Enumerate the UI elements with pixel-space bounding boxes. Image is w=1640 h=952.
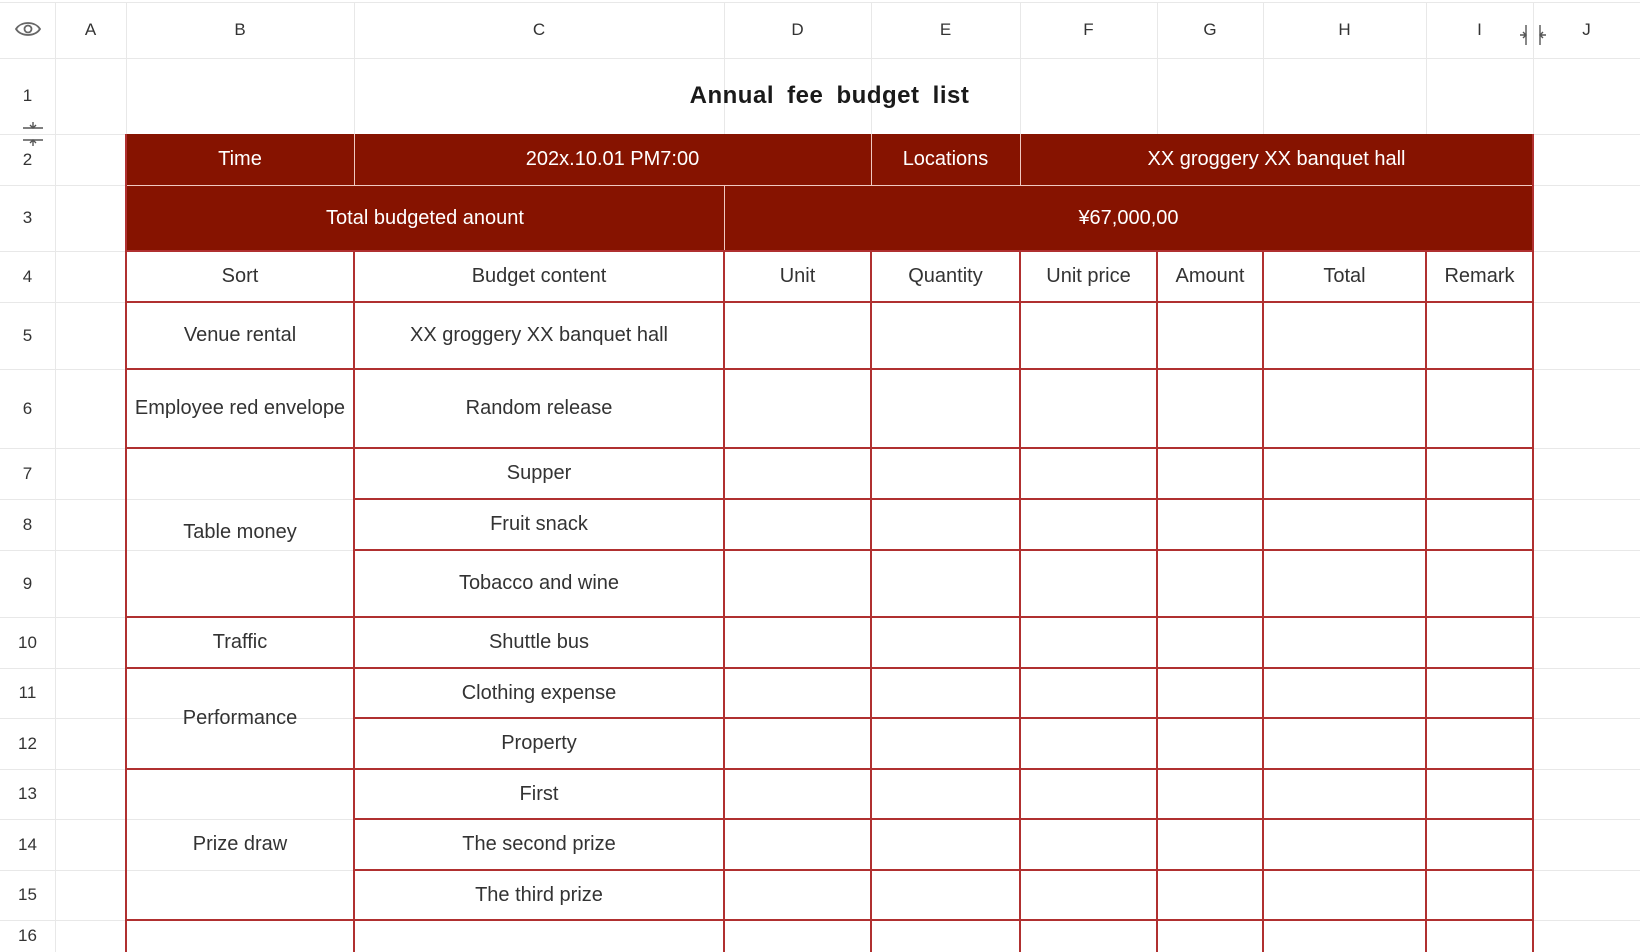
data-cell[interactable] bbox=[126, 920, 354, 952]
data-cell[interactable] bbox=[1020, 550, 1157, 617]
column-title[interactable]: Total bbox=[1323, 265, 1366, 287]
data-cell[interactable] bbox=[1426, 550, 1533, 617]
table-border bbox=[353, 498, 1534, 500]
row-header[interactable]: 15 bbox=[18, 885, 37, 904]
table-border bbox=[353, 818, 1534, 820]
data-cell[interactable] bbox=[871, 617, 1020, 668]
row-header[interactable]: 5 bbox=[22, 325, 33, 345]
data-cell[interactable] bbox=[1426, 769, 1533, 819]
data-cell[interactable] bbox=[1020, 302, 1157, 369]
data-cell[interactable] bbox=[1426, 369, 1533, 448]
data-cell[interactable] bbox=[1020, 617, 1157, 668]
data-cell[interactable] bbox=[1263, 920, 1426, 952]
column-header[interactable]: I bbox=[1477, 20, 1482, 39]
data-cell[interactable] bbox=[1020, 870, 1157, 920]
column-title[interactable]: Sort bbox=[221, 265, 259, 287]
row-header[interactable]: 2 bbox=[22, 149, 33, 169]
data-cell[interactable] bbox=[871, 769, 1020, 819]
data-cell[interactable] bbox=[1426, 668, 1533, 718]
data-cell[interactable] bbox=[871, 718, 1020, 769]
data-cell[interactable] bbox=[724, 870, 871, 920]
data-cell[interactable] bbox=[1157, 819, 1263, 870]
table-border bbox=[353, 869, 1534, 871]
budget-content-cell[interactable]: Supper bbox=[506, 462, 572, 484]
cell-divider bbox=[354, 134, 355, 185]
cell-divider bbox=[1020, 134, 1021, 185]
data-cell[interactable] bbox=[871, 920, 1020, 952]
table-border bbox=[1156, 251, 1158, 952]
column-header[interactable]: J bbox=[1582, 20, 1591, 39]
data-cell[interactable] bbox=[1157, 369, 1263, 448]
row-header[interactable]: 13 bbox=[18, 784, 37, 803]
budget-content-cell[interactable]: First bbox=[519, 782, 559, 805]
data-cell[interactable] bbox=[871, 302, 1020, 369]
data-cell[interactable] bbox=[724, 769, 871, 819]
data-cell[interactable] bbox=[1263, 668, 1426, 718]
data-cell[interactable] bbox=[1020, 668, 1157, 718]
row-header[interactable]: 8 bbox=[22, 514, 33, 534]
column-title[interactable]: Budget content bbox=[471, 265, 607, 287]
row-header[interactable]: 9 bbox=[22, 573, 33, 593]
time-label[interactable]: Time bbox=[126, 134, 354, 185]
data-cell[interactable] bbox=[724, 668, 871, 718]
data-cell[interactable] bbox=[1263, 819, 1426, 870]
data-cell[interactable] bbox=[1157, 870, 1263, 920]
cell-divider bbox=[871, 134, 872, 185]
data-cell[interactable] bbox=[1426, 499, 1533, 550]
data-cell[interactable] bbox=[1020, 920, 1157, 952]
column-header[interactable]: A bbox=[84, 20, 97, 39]
location-value[interactable]: XX groggery XX banquet hall bbox=[1020, 134, 1533, 185]
table-border bbox=[125, 301, 1534, 303]
budget-content-cell[interactable]: Clothing expense bbox=[461, 681, 617, 704]
data-cell[interactable] bbox=[724, 718, 871, 769]
column-header[interactable]: D bbox=[791, 20, 804, 39]
sheet-title[interactable]: Annual fee budget list bbox=[689, 82, 970, 109]
table-border bbox=[1019, 251, 1021, 952]
data-cell[interactable] bbox=[1020, 448, 1157, 499]
column-header[interactable]: B bbox=[234, 20, 246, 39]
sort-cell[interactable]: Table money bbox=[183, 521, 297, 543]
sort-cell[interactable]: Prize draw bbox=[192, 833, 288, 855]
data-cell[interactable] bbox=[1157, 550, 1263, 617]
data-cell[interactable] bbox=[1157, 448, 1263, 499]
data-cell[interactable] bbox=[1263, 617, 1426, 668]
row-header[interactable]: 3 bbox=[22, 208, 33, 227]
data-cell[interactable] bbox=[724, 819, 871, 870]
table-border bbox=[1262, 251, 1264, 952]
budget-content-cell[interactable]: Property bbox=[501, 732, 577, 754]
data-cell[interactable] bbox=[1263, 499, 1426, 550]
data-cell[interactable] bbox=[871, 819, 1020, 870]
data-cell[interactable] bbox=[724, 920, 871, 952]
data-cell[interactable] bbox=[1263, 550, 1426, 617]
data-cell[interactable] bbox=[871, 369, 1020, 448]
data-cell[interactable] bbox=[1157, 499, 1263, 550]
column-title[interactable]: Unit price bbox=[1046, 265, 1131, 287]
table-border bbox=[125, 919, 1534, 921]
table-border bbox=[353, 251, 355, 952]
table-border bbox=[125, 667, 1534, 669]
data-cell[interactable] bbox=[1263, 870, 1426, 920]
table-border bbox=[1532, 134, 1534, 251]
row-header[interactable]: 6 bbox=[22, 398, 33, 418]
data-cell[interactable] bbox=[724, 550, 871, 617]
row-header[interactable]: 11 bbox=[18, 683, 37, 702]
budget-content-cell[interactable]: Shuttle bus bbox=[488, 631, 590, 653]
data-cell[interactable] bbox=[1263, 448, 1426, 499]
data-cell[interactable] bbox=[1157, 769, 1263, 819]
budget-content-cell[interactable]: Tobacco and wine bbox=[458, 572, 620, 594]
sort-cell[interactable]: Venue rental bbox=[183, 324, 297, 346]
data-cell[interactable] bbox=[1020, 819, 1157, 870]
data-cell[interactable] bbox=[871, 499, 1020, 550]
column-title[interactable]: Amount bbox=[1175, 265, 1245, 287]
sort-cell[interactable]: Performance bbox=[182, 707, 298, 729]
data-cell[interactable] bbox=[1426, 448, 1533, 499]
total-label[interactable]: Total budgeted anount bbox=[126, 185, 724, 251]
row-header[interactable]: 4 bbox=[22, 266, 33, 286]
budget-content-cell[interactable]: XX groggery XX banquet hall bbox=[410, 324, 668, 346]
data-cell[interactable] bbox=[1426, 617, 1533, 668]
column-header[interactable]: C bbox=[532, 20, 546, 39]
table-border bbox=[125, 368, 1534, 370]
data-cell[interactable] bbox=[724, 448, 871, 499]
data-cell[interactable] bbox=[1426, 920, 1533, 952]
column-title[interactable]: Quantity bbox=[908, 265, 983, 287]
time-value[interactable]: 202x.10.01 PM7:00 bbox=[354, 134, 871, 185]
table-border bbox=[125, 447, 1534, 449]
data-cell[interactable] bbox=[1020, 369, 1157, 448]
budget-content-cell[interactable]: The second prize bbox=[462, 833, 616, 855]
data-cell[interactable] bbox=[724, 302, 871, 369]
data-cell[interactable] bbox=[354, 920, 724, 952]
eye-icon[interactable] bbox=[14, 20, 42, 38]
row-header[interactable]: 7 bbox=[22, 463, 33, 483]
table-border bbox=[125, 251, 127, 952]
data-cell[interactable] bbox=[1426, 302, 1533, 369]
budget-content-cell[interactable]: Fruit snack bbox=[490, 513, 588, 535]
data-cell[interactable] bbox=[1426, 870, 1533, 920]
column-resize-icon[interactable] bbox=[1520, 24, 1546, 46]
data-cell[interactable] bbox=[871, 448, 1020, 499]
data-cell[interactable] bbox=[1020, 718, 1157, 769]
cell-divider bbox=[724, 185, 725, 251]
sort-cell[interactable]: Employee red envelope bbox=[134, 397, 346, 419]
row-header[interactable]: 1 bbox=[22, 86, 33, 105]
column-header[interactable]: F bbox=[1083, 20, 1094, 39]
table-border bbox=[125, 250, 1534, 252]
data-cell[interactable] bbox=[871, 550, 1020, 617]
data-cell[interactable] bbox=[1263, 769, 1426, 819]
table-border bbox=[723, 251, 725, 952]
data-cell[interactable] bbox=[724, 499, 871, 550]
cell-divider bbox=[126, 185, 1533, 186]
data-cell[interactable] bbox=[724, 369, 871, 448]
table-border bbox=[870, 251, 872, 952]
data-cell[interactable] bbox=[1020, 499, 1157, 550]
column-title[interactable]: Unit bbox=[779, 265, 816, 287]
data-cell[interactable] bbox=[1263, 718, 1426, 769]
grid-line bbox=[55, 2, 56, 952]
table-border bbox=[125, 768, 1534, 770]
budget-content-cell[interactable]: The third prize bbox=[475, 883, 603, 906]
data-cell[interactable] bbox=[1263, 302, 1426, 369]
total-value[interactable]: ¥67,000,00 bbox=[724, 185, 1533, 251]
table-border bbox=[125, 616, 1534, 618]
data-cell[interactable] bbox=[1157, 668, 1263, 718]
budget-content-cell[interactable]: Random release bbox=[465, 397, 613, 419]
location-label[interactable]: Locations bbox=[871, 134, 1020, 185]
data-cell[interactable] bbox=[1157, 920, 1263, 952]
sort-cell[interactable]: Traffic bbox=[212, 631, 268, 653]
table-border bbox=[1532, 251, 1534, 952]
data-cell[interactable] bbox=[1426, 819, 1533, 870]
data-cell[interactable] bbox=[724, 617, 871, 668]
row-header[interactable]: 10 bbox=[18, 632, 37, 652]
table-border bbox=[125, 134, 127, 251]
data-cell[interactable] bbox=[871, 870, 1020, 920]
data-cell[interactable] bbox=[1426, 718, 1533, 769]
table-border bbox=[1425, 251, 1427, 952]
column-header[interactable]: E bbox=[939, 20, 952, 39]
row-header[interactable]: 14 bbox=[18, 834, 37, 854]
data-cell[interactable] bbox=[1157, 302, 1263, 369]
data-cell[interactable] bbox=[1157, 617, 1263, 668]
row-header[interactable]: 12 bbox=[18, 733, 37, 753]
table-border bbox=[353, 717, 1534, 719]
row-header[interactable]: 16 bbox=[18, 926, 37, 945]
column-header[interactable]: H bbox=[1338, 20, 1351, 39]
column-title[interactable]: Remark bbox=[1444, 265, 1515, 287]
data-cell[interactable] bbox=[1020, 769, 1157, 819]
data-cell[interactable] bbox=[1157, 718, 1263, 769]
data-cell[interactable] bbox=[871, 668, 1020, 718]
column-header[interactable]: G bbox=[1203, 20, 1217, 39]
row-resize-icon[interactable] bbox=[22, 122, 44, 146]
data-cell[interactable] bbox=[1263, 369, 1426, 448]
table-border bbox=[353, 549, 1534, 551]
